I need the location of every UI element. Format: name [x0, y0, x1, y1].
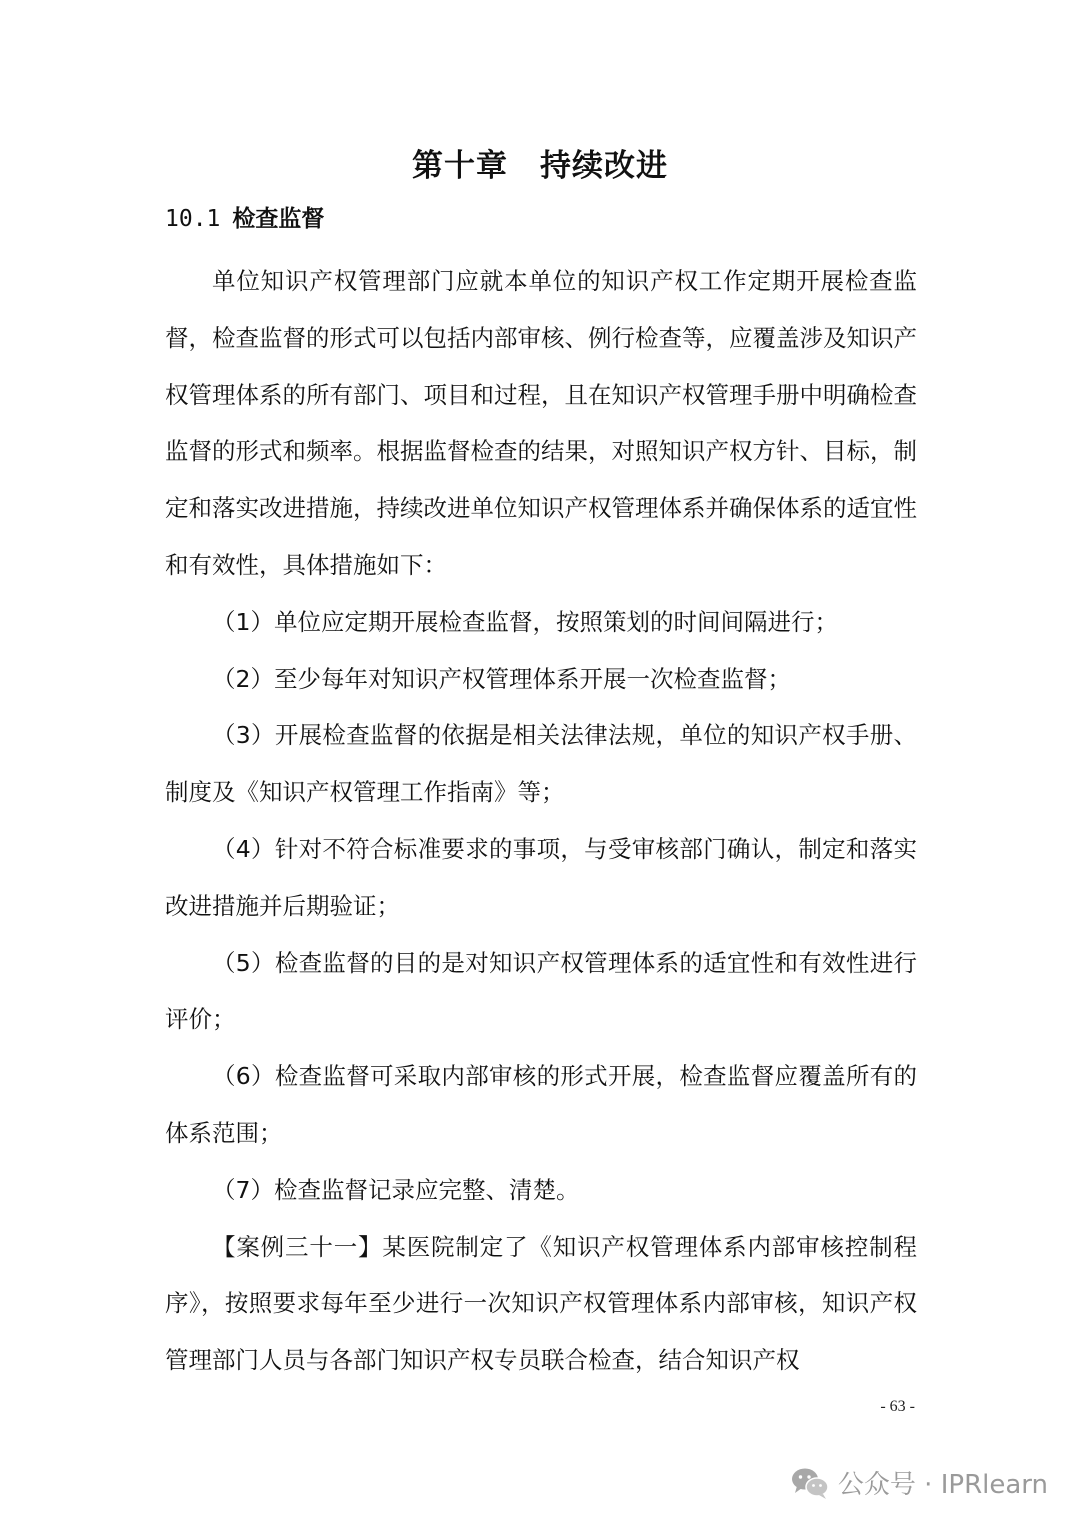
chapter-title: 第十章 持续改进 [412, 148, 668, 184]
list-item-5: （5）检查监督的目的是对知识产权管理体系的适宜性和有效性进行评价； [165, 948, 917, 1034]
list-item-4: （4）针对不符合标准要求的事项，与受审核部门确认，制定和落实改进措施并后期验证； [165, 834, 917, 920]
section-heading [165, 200, 324, 233]
section-number: 10.1 [165, 206, 221, 232]
list-item-6: （6）检查监督可采取内部审核的形式开展，检查监督应覆盖所有的体系范围； [165, 1062, 917, 1147]
section-title: 检查监督 [232, 206, 325, 232]
case-paragraph: 【案例三十一】某医院制定了《知识产权管理体系内部审核控制程序》，按照要求每年至少进行一次知识产权管理体系内部审核，知识产权管理部门人员与各部门知识产权专员联合检查，结合知识产权 [165, 1232, 917, 1375]
list-item-2: （2）至少每年对知识产权管理体系开展一次检查监督； [212, 664, 791, 693]
page-number: - 63 - [880, 1398, 915, 1415]
wechat-icon [790, 1466, 830, 1500]
paragraph-intro: 单位知识产权管理部门应就本单位的知识产权工作定期开展检查监督，检查监督的形式可以包括内部审核、例行检查等，应覆盖涉及知识产权管理体系的所有部门、项目和过程，且在知识产权管理手册中明确检查监督的形式和频率。根据监督检查的结果，对照知识产权方针、目标，制定和落实改进措施，持续改进单位知识产权管理体系并确保体系的适宜性和有效性，具体措施如下： [165, 267, 917, 579]
watermark [790, 1464, 1048, 1501]
watermark-text: 公众号 · IPRlearn [837, 1470, 1048, 1500]
list-item-7: （7）检查监督记录应完整、清楚。 [212, 1175, 580, 1204]
list-item-3: （3）开展检查监督的依据是相关法律法规，单位的知识产权手册、制度及《知识产权管理工作指南》等； [165, 721, 917, 807]
list-item-1: （1）单位应定期开展检查监督，按照策划的时间间隔进行； [212, 607, 838, 636]
body-text [165, 253, 917, 1389]
